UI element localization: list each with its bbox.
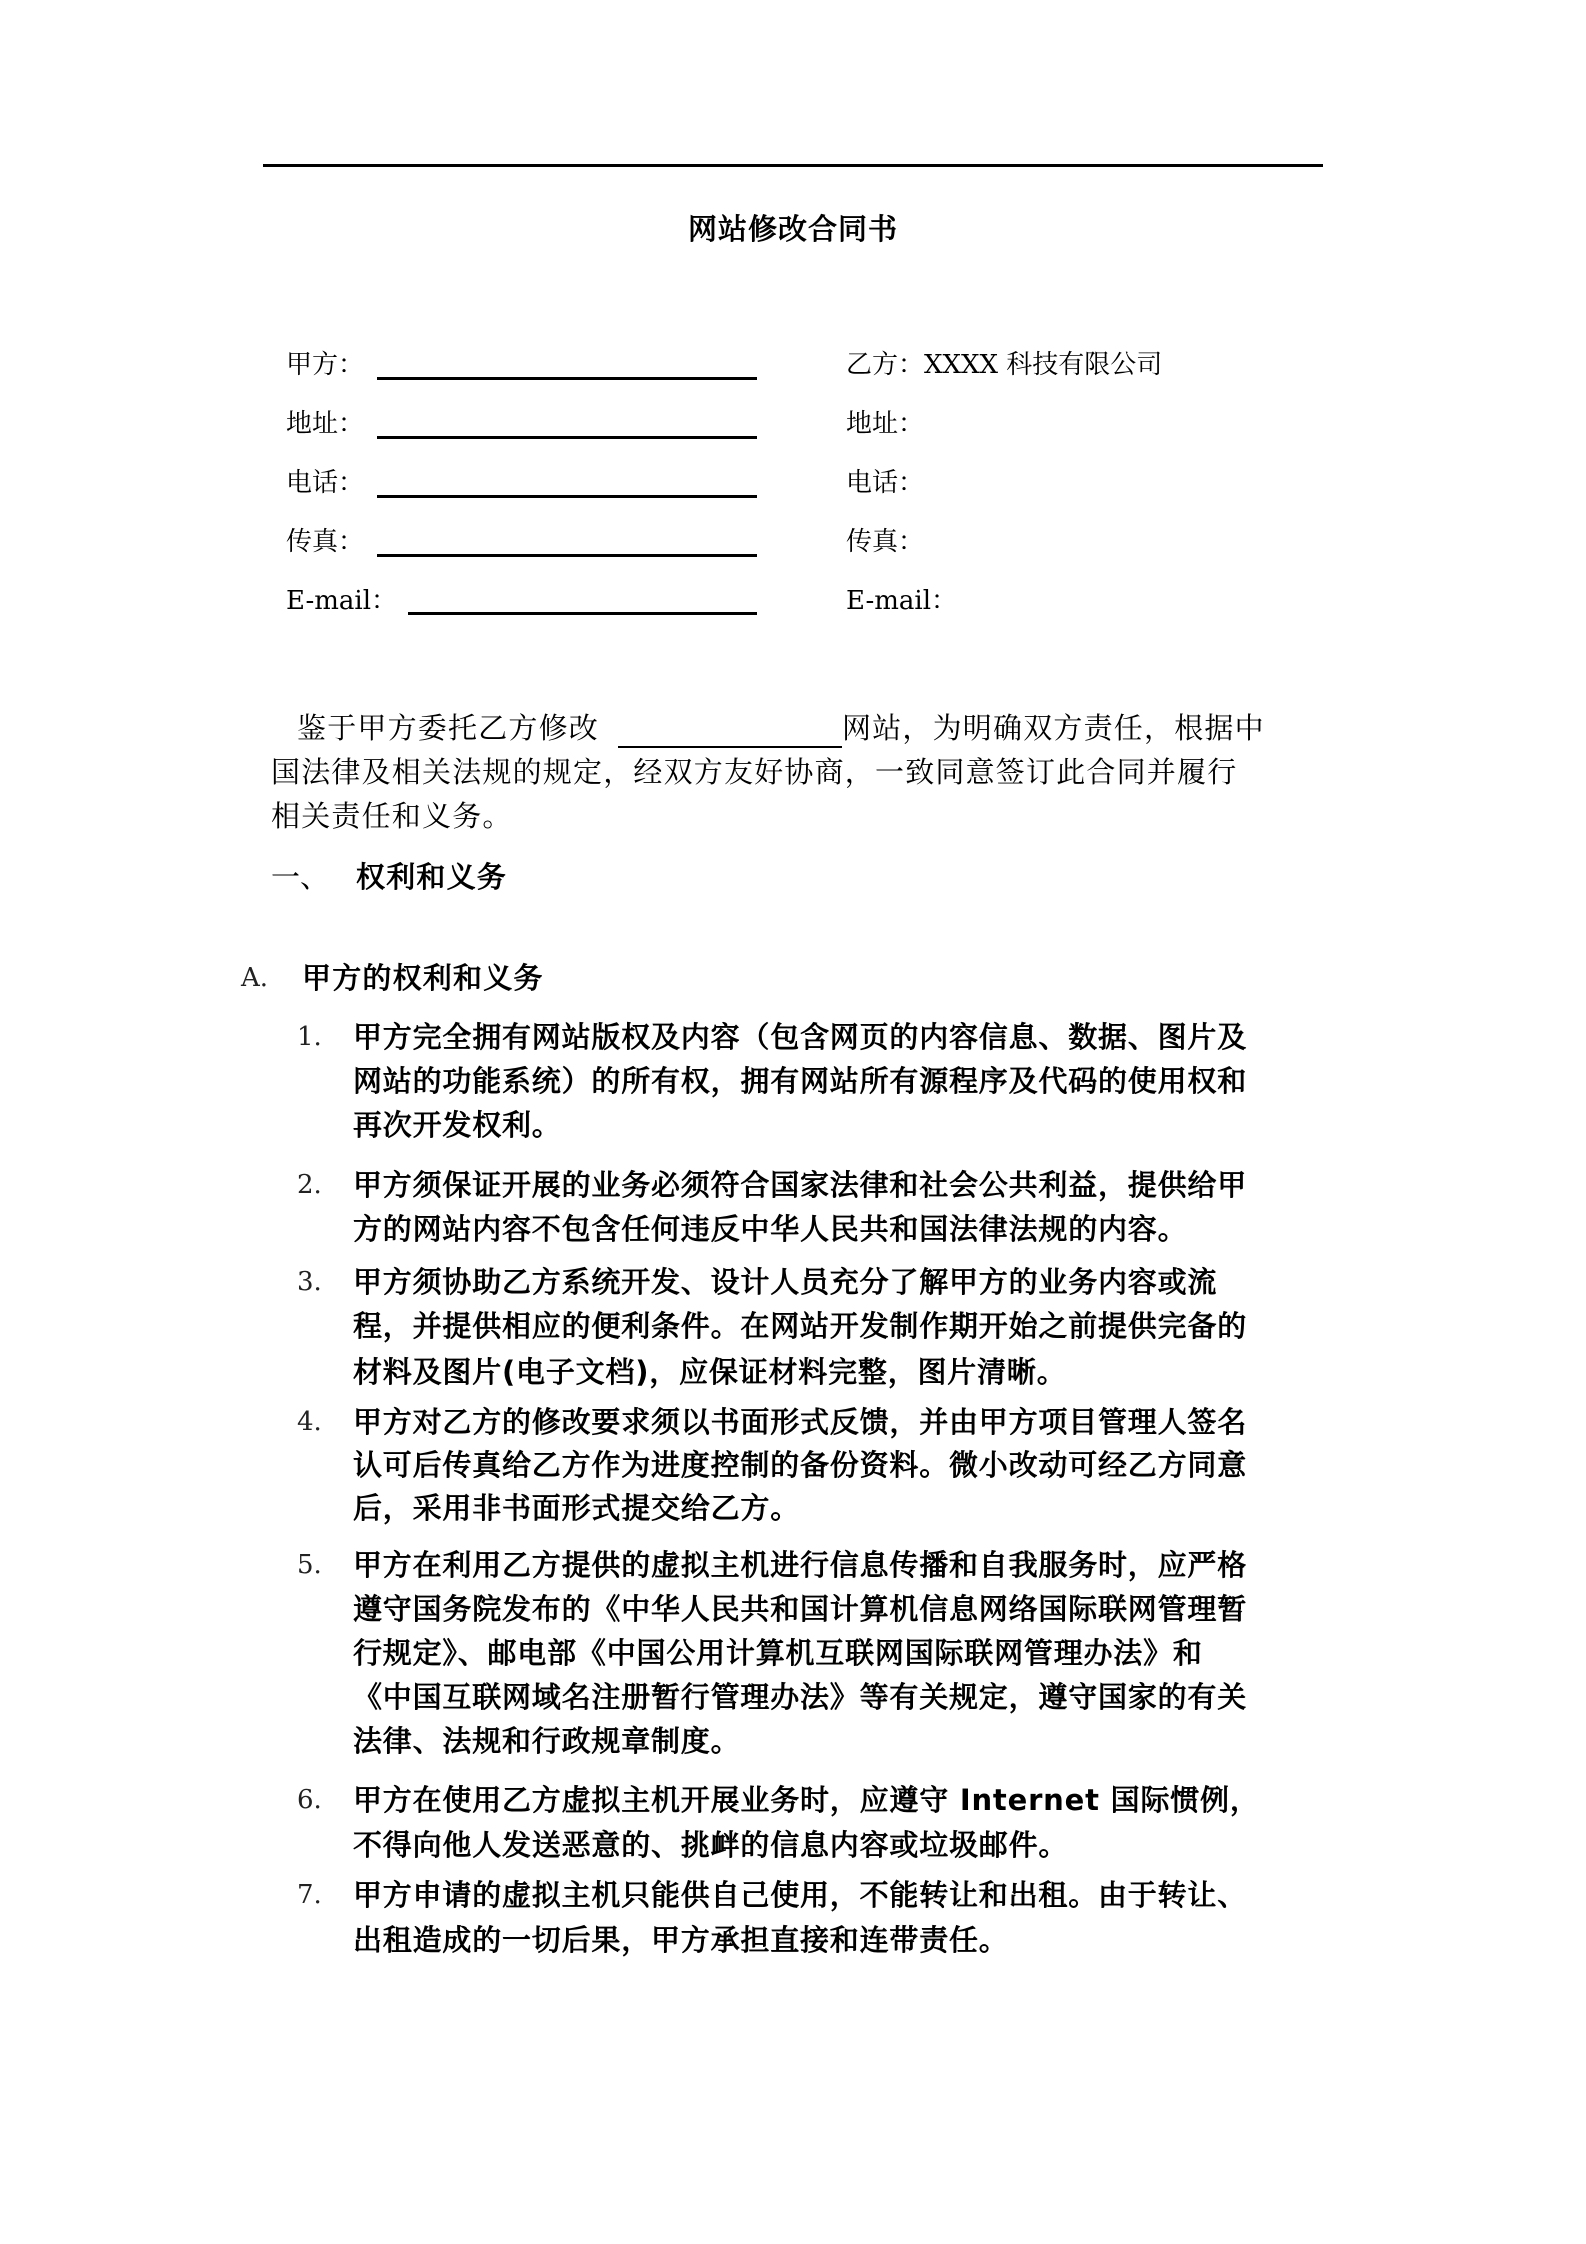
list-item-line: 甲方须保证开展的业务必须符合国家法律和社会公共利益，提供给甲: [353, 1168, 1248, 1202]
party-a-fax-field[interactable]: [377, 554, 757, 557]
list-item-line: 甲方在使用乙方虚拟主机开展业务时，应遵守 Internet 国际惯例，: [353, 1783, 1260, 1817]
list-item-line: 法律、法规和行政规章制度。: [353, 1724, 741, 1758]
subsection-a-title: 甲方的权利和义务: [302, 961, 544, 995]
party-a-email-label: E-mail：: [286, 586, 398, 616]
list-item-line: 后，采用非书面形式提交给乙方。: [353, 1491, 801, 1525]
party-b-phone-label: 电话：: [846, 468, 925, 498]
list-item-line: 材料及图片(电子文档)，应保证材料完整，图片清晰。: [353, 1355, 1067, 1389]
section-1-title: 权利和义务: [356, 860, 508, 894]
list-item-number: 2.: [297, 1170, 322, 1200]
intro-line-2: 国法律及相关法规的规定，经双方友好协商，一致同意签订此合同并履行: [271, 755, 1238, 789]
list-item-line: 认可后传真给乙方作为进度控制的备份资料。微小改动可经乙方同意: [353, 1448, 1248, 1482]
list-item-line: 遵守国务院发布的《中华人民共和国计算机信息网络国际联网管理暂: [353, 1592, 1248, 1626]
list-item-line: 甲方在利用乙方提供的虚拟主机进行信息传播和自我服务时，应严格: [353, 1548, 1248, 1582]
list-item-number: 1.: [297, 1022, 322, 1052]
list-item-number: 7.: [297, 1880, 322, 1910]
section-1-number: 一、: [271, 860, 330, 894]
list-item-line: 不得向他人发送恶意的、挑衅的信息内容或垃圾邮件。: [353, 1828, 1069, 1862]
intro-line-1-end: 网站，为明确双方责任，根据中: [842, 711, 1265, 745]
party-b-fax-label: 传真：: [846, 527, 925, 557]
party-a-phone-label: 电话：: [286, 468, 365, 498]
list-item-number: 3.: [297, 1267, 322, 1297]
party-b-address-label: 地址：: [846, 409, 925, 439]
list-item-number: 4.: [297, 1407, 322, 1437]
list-item-line: 《中国互联网域名注册暂行管理办法》等有关规定，遵守国家的有关: [353, 1680, 1248, 1714]
header-rule: [263, 164, 1323, 167]
party-b-name-label: 乙方：XXXX 科技有限公司: [846, 350, 1163, 380]
list-item-line: 出租造成的一切后果，甲方承担直接和连带责任。: [353, 1923, 1009, 1957]
party-a-phone-field[interactable]: [377, 495, 757, 498]
list-item-line: 甲方对乙方的修改要求须以书面形式反馈，并由甲方项目管理人签名: [353, 1405, 1248, 1439]
party-b-email-label: E-mail：: [846, 586, 958, 616]
party-a-address-label: 地址：: [286, 409, 365, 439]
intro-line-1-start: 鉴于甲方委托乙方修改: [297, 711, 600, 745]
list-item-line: 甲方完全拥有网站版权及内容（包含网页的内容信息、数据、图片及: [353, 1020, 1248, 1054]
list-item-number: 6.: [297, 1785, 322, 1815]
list-item-line: 网站的功能系统）的所有权，拥有网站所有源程序及代码的使用权和: [353, 1064, 1248, 1098]
party-a-email-field[interactable]: [408, 612, 757, 615]
website-name-field[interactable]: [618, 746, 842, 748]
subsection-a-letter: A.: [241, 963, 269, 993]
party-a-fax-label: 传真：: [286, 527, 365, 557]
party-a-name-field[interactable]: [377, 377, 757, 380]
list-item-line: 甲方申请的虚拟主机只能供自己使用，不能转让和出租。由于转让、: [353, 1878, 1248, 1912]
list-item-line: 再次开发权利。: [353, 1108, 562, 1142]
list-item-line: 甲方须协助乙方系统开发、设计人员充分了解甲方的业务内容或流: [353, 1265, 1218, 1299]
party-a-address-field[interactable]: [377, 436, 757, 439]
list-item-line: 行规定》、邮电部《中国公用计算机互联网国际联网管理办法》和: [353, 1636, 1203, 1670]
list-item-line: 方的网站内容不包含任何违反中华人民共和国法律法规的内容。: [353, 1212, 1188, 1246]
party-a-name-label: 甲方：: [286, 350, 365, 380]
document-title: 网站修改合同书: [687, 212, 898, 246]
list-item-number: 5.: [297, 1550, 322, 1580]
intro-line-3: 相关责任和义务。: [271, 799, 513, 833]
list-item-line: 程，并提供相应的便利条件。在网站开发制作期开始之前提供完备的: [353, 1309, 1248, 1343]
